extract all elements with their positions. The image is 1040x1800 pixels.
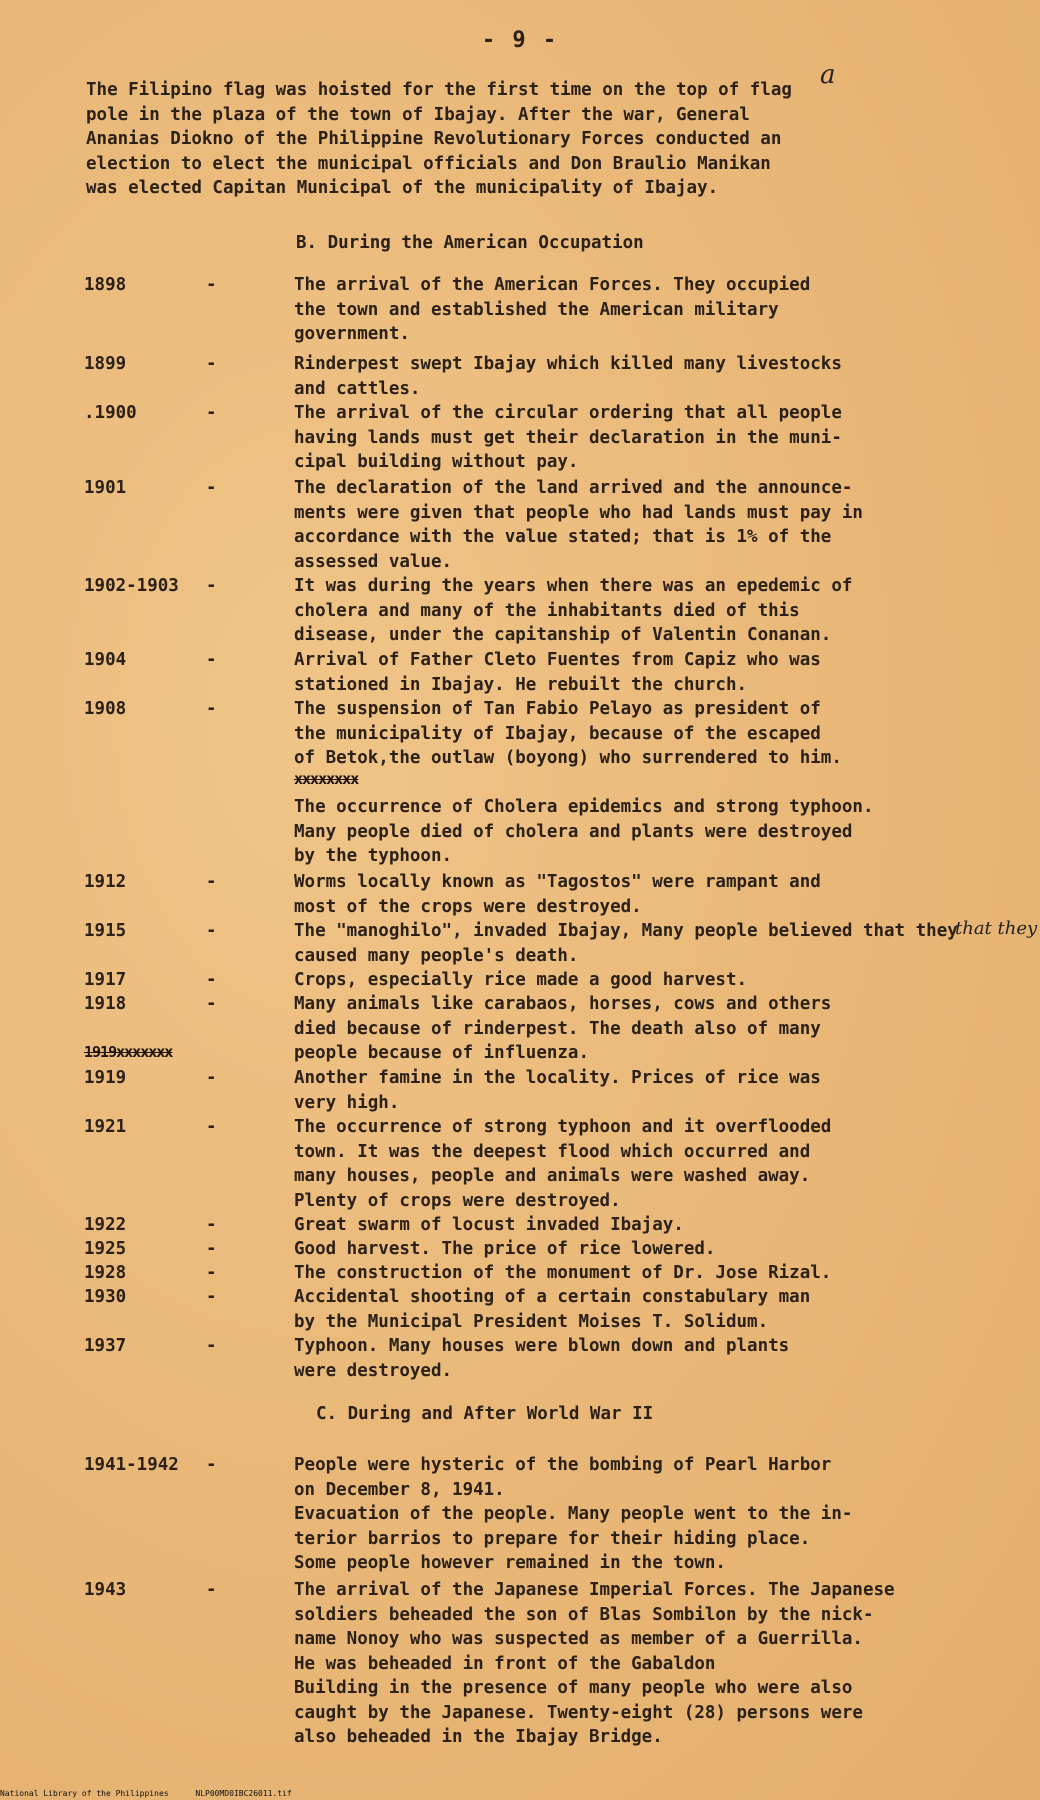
entry-line: Arrival of Father Cleto Fuentes from Capiz who was (294, 650, 821, 670)
entry-dash: - (206, 872, 217, 892)
entry-dash: - (206, 650, 217, 670)
entry-line: Building in the presence of many people who were also (294, 1678, 853, 1698)
entry-line: most of the crops were destroyed. (294, 896, 642, 917)
entry-dash: - (206, 970, 217, 990)
entry-description (294, 1237, 1014, 1262)
entry-line: having lands must get their declaration in the muni- (294, 427, 842, 448)
entry-line: assessed value. (294, 551, 453, 572)
entry-line: stationed in Ibajay. He rebuilt the church. (294, 674, 748, 695)
entry-description (294, 1453, 1014, 1576)
entry-line: many houses, people and animals were washed away. (294, 1166, 811, 1186)
entry-dash: - (206, 354, 217, 374)
entry-line: terior barrios to prepare for their hiding place. (294, 1528, 811, 1549)
entry-year: 1901 (84, 478, 127, 498)
entry-description (294, 352, 1014, 401)
entry-year: 1928 (84, 1263, 127, 1283)
entry-year: 1941-1942 (84, 1455, 179, 1475)
entry-dash: - (206, 921, 217, 941)
entry-description (294, 648, 1014, 697)
entry-year: 1908 (84, 699, 127, 719)
intro-paragraph (86, 78, 986, 201)
entry-line: Plenty of crops were destroyed. (294, 1190, 621, 1211)
entry-line: caught by the Japanese. Twenty-eight (28) persons were (294, 1702, 863, 1723)
entry-year: 1919 (84, 1068, 127, 1088)
entry-line: government. (294, 324, 410, 344)
entry-description (294, 1115, 1014, 1213)
entry-line: The occurrence of strong typhoon and it overflooded (294, 1117, 832, 1137)
entry-line: cipal building without pay. (294, 452, 579, 472)
entry-line: were destroyed. (294, 1360, 453, 1381)
entry-line: and cattles. (294, 378, 421, 399)
entry-description (294, 476, 1014, 574)
library-name: National Library of the Philippines (0, 1789, 169, 1798)
entry-line: soldiers beheaded the son of Blas Sombilon by the nick- (294, 1604, 874, 1625)
entry-year: 1902-1903 (84, 576, 179, 596)
entry-description (294, 697, 1014, 869)
entry-line: by the Municipal President Moises T. Solidum. (294, 1311, 769, 1332)
entry-line: The declaration of the land arrived and the announce- (294, 478, 853, 498)
entry-line: ments were given that people who had lands must pay in (294, 502, 863, 523)
entry-line: people because of influenza. (294, 1043, 590, 1063)
entry-line: The "manoghilo", invaded Ibajay, Many people believed that they (294, 921, 958, 941)
entry-year: .1900 (84, 403, 137, 423)
entry-description (294, 1285, 1014, 1334)
section-b-heading: B. During the American Occupation (296, 233, 644, 253)
entry-line: name Nonoy who was suspected as member of a Guerrilla. (294, 1629, 863, 1649)
entry-description (294, 870, 1014, 919)
entry-year: 1937 (84, 1336, 127, 1356)
entry-line: The construction of the monument of Dr. Jose Rizal. (294, 1263, 832, 1283)
entry-line: People were hysteric of the bombing of Pearl Harbor (294, 1455, 832, 1475)
entry-line: Many people died of cholera and plants were destroyed (294, 821, 853, 842)
entry-line: The suspension of Tan Fabio Pelayo as president of (294, 699, 821, 719)
entry-dash: - (206, 1287, 217, 1307)
entry-dash: - (206, 403, 217, 423)
intro-line: The Filipino flag was hoisted for the first time on the top of flag (86, 80, 792, 100)
entry-year: 1943 (84, 1580, 127, 1600)
entry-description (294, 401, 1014, 475)
entry-line: The arrival of the American Forces. They occupied (294, 275, 811, 295)
entry-dash: - (206, 275, 217, 295)
entry-line: the municipality of Ibajay, because of the escaped (294, 723, 821, 744)
entry-line: of Betok,the outlaw (boyong) who surrendered to him. (294, 748, 842, 768)
entry-line: Crops, especially rice made a good harvest. (294, 970, 748, 990)
struck-text: 1919xxxxxxx (84, 1043, 173, 1061)
entry-dash: - (206, 576, 217, 596)
file-name: NLP00MD0IBC26011.tif (195, 1789, 292, 1798)
entry-line: disease, under the capitanship of Valentin Conanan. (294, 625, 832, 645)
intro-line: election to elect the municipal officials and Don Braulio Manikan (86, 153, 771, 174)
intro-line: was elected Capitan Municipal of the municipality of Ibajay. (86, 178, 719, 198)
entry-line: very high. (294, 1092, 400, 1113)
entry-dash: - (206, 478, 217, 498)
entry-line (294, 771, 1014, 796)
entry-line: He was beheaded in front of the Gabaldon (294, 1653, 716, 1674)
entry-year: 1921 (84, 1117, 127, 1137)
entry-line: on December 8, 1941. (294, 1479, 505, 1500)
entry-dash: - (206, 1336, 217, 1356)
entry-year: 1915 (84, 921, 127, 941)
entry-line: Evacuation of the people. Many people went to the in- (294, 1504, 853, 1524)
entry-year: 1898 (84, 275, 127, 295)
section-c-heading: C. During and After World War II (316, 1404, 654, 1424)
entry-dash: - (206, 1580, 217, 1600)
entry-dash: - (206, 994, 217, 1014)
entry-line: caused many people's death. (294, 945, 579, 966)
entry-line: the town and established the American military (294, 299, 779, 320)
entry-dash: - (206, 1215, 217, 1235)
entry-dash: - (206, 1068, 217, 1088)
entry-year: 1912 (84, 872, 127, 892)
entry-line: Great swarm of locust invaded Ibajay. (294, 1215, 684, 1235)
handwritten-margin-note: that they (955, 918, 1038, 939)
entry-line: It was during the years when there was an epedemic of (294, 576, 853, 596)
entry-line: by the typhoon. (294, 846, 453, 866)
entry-line: Worms locally known as "Tagostos" were rampant and (294, 872, 821, 892)
entry-line: The occurrence of Cholera epidemics and strong typhoon. (294, 797, 874, 817)
entry-dash: - (206, 1239, 217, 1259)
entry-description (294, 1066, 1014, 1115)
entry-description (294, 919, 1014, 968)
entry-year: 1918 (84, 994, 127, 1014)
entry-year: 1925 (84, 1239, 127, 1259)
entry-year: 1899 (84, 354, 127, 374)
entry-dash: - (206, 1455, 217, 1475)
entry-line: Some people however remained in the town. (294, 1553, 726, 1573)
entry-description (294, 574, 1014, 648)
entry-dash: - (206, 1263, 217, 1283)
entry-description (294, 1261, 1014, 1286)
intro-line: Ananias Diokno of the Philippine Revolutionary Forces conducted an (86, 129, 782, 149)
entry-line: The arrival of the circular ordering that all people (294, 403, 842, 423)
entry-description (294, 273, 1014, 347)
entry-description (294, 1213, 1014, 1238)
entry-line: also beheaded in the Ibajay Bridge. (294, 1727, 663, 1747)
entry-line: Rinderpest swept Ibajay which killed many livestocks (294, 354, 842, 374)
entry-line: Many animals like carabaos, horses, cows and others (294, 994, 832, 1014)
struck-text: xxxxxxxx (294, 770, 359, 788)
entry-line: Accidental shooting of a certain constabulary man (294, 1287, 811, 1307)
entry-line: cholera and many of the inhabitants died of this (294, 600, 800, 621)
entry-dash: - (206, 1117, 217, 1137)
entry-year: 1904 (84, 650, 127, 670)
entry-dash: - (206, 699, 217, 719)
entry-year: 1930 (84, 1287, 127, 1307)
entry-description (294, 1334, 1014, 1383)
entry-description (294, 992, 1014, 1066)
entry-line: town. It was the deepest flood which occurred and (294, 1141, 811, 1162)
entry-year: 1917 (84, 970, 127, 990)
entry-line: died because of rinderpest. The death also of many (294, 1018, 821, 1039)
entry-line: The arrival of the Japanese Imperial Forces. The Japanese (294, 1580, 895, 1600)
entry-description (294, 1578, 1014, 1750)
page-number: - 9 - (481, 28, 559, 53)
handwritten-insert-a: a (820, 60, 836, 90)
scan-footer (0, 1789, 314, 1798)
entry-description (294, 968, 1014, 993)
entry-line: accordance with the value stated; that is 1% of the (294, 527, 832, 547)
entry-line: Another famine in the locality. Prices of rice was (294, 1068, 821, 1088)
intro-line: pole in the plaza of the town of Ibajay. After the war, General (86, 104, 750, 125)
entry-line: Good harvest. The price of rice lowered. (294, 1239, 716, 1259)
entry-year: 1922 (84, 1215, 127, 1235)
entry-line: Typhoon. Many houses were blown down and plants (294, 1336, 790, 1356)
